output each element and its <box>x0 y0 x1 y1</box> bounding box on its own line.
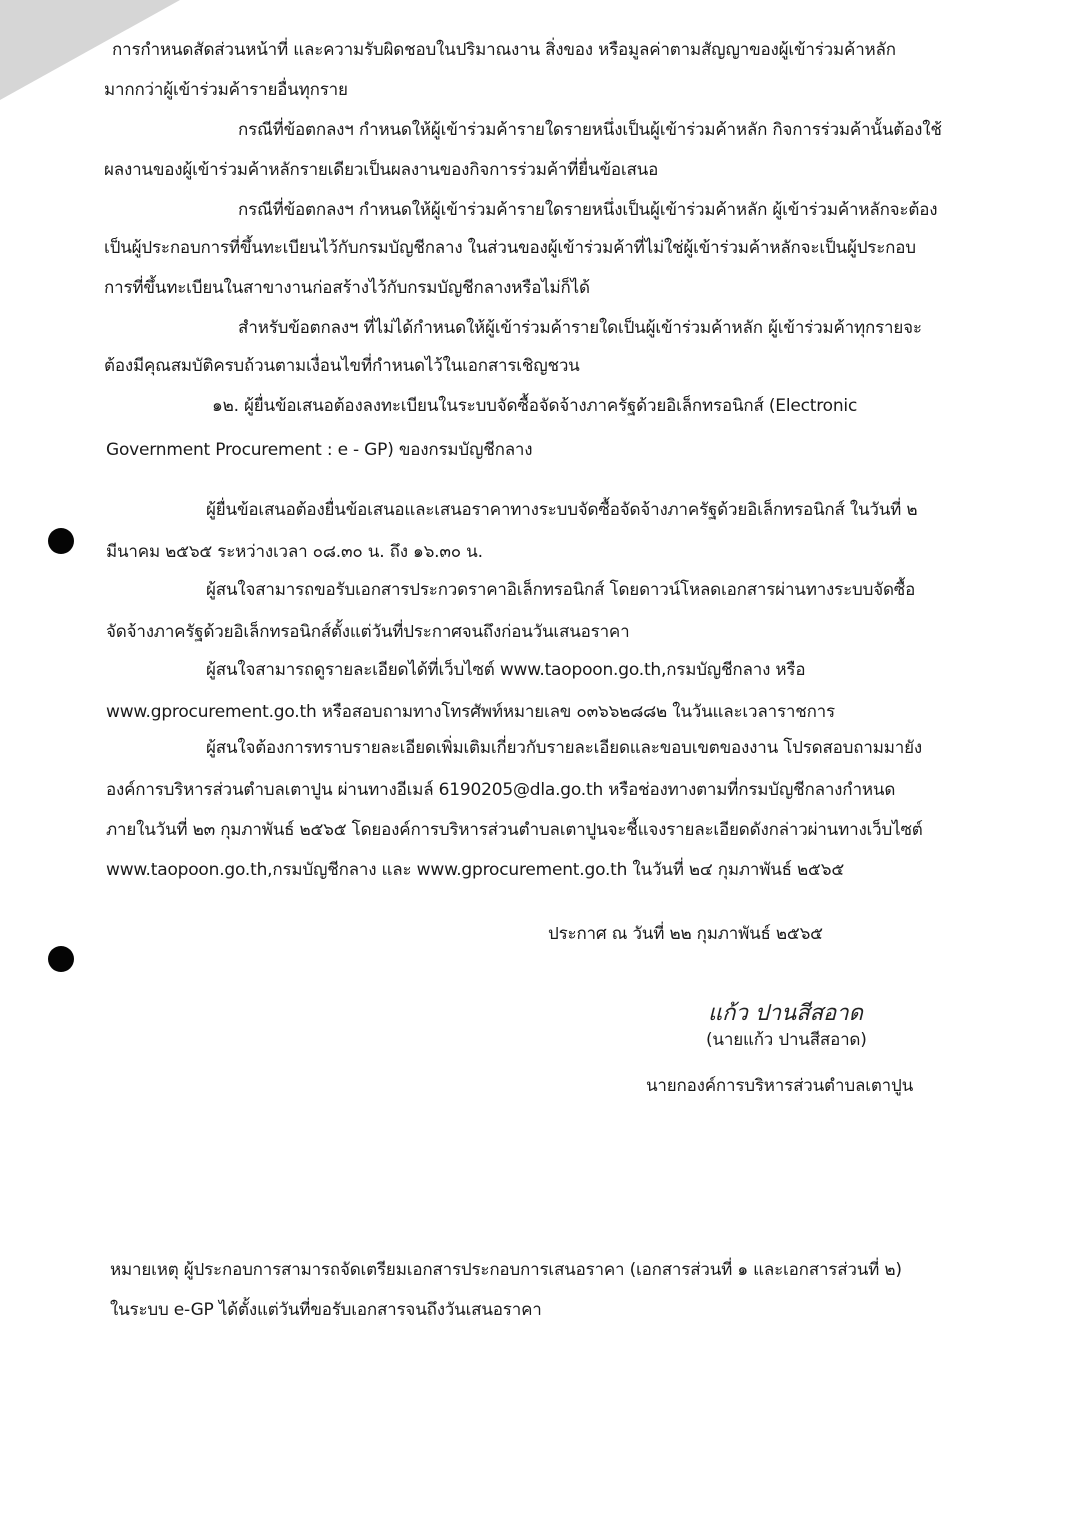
paragraph-line: ผู้สนใจสามารถดูรายละเอียดได้ที่เว็บไซต์ www.taopoon.go.th,กรมบัญชีกลาง หรือ <box>206 660 806 680</box>
paragraph-line: ภายในวันที่ ๒๓ กุมภาพันธ์ ๒๕๖๕ โดยองค์การบริหารส่วนตำบลเตาปูนจะชี้แจงรายละเอียดดังกล่าวผ่านทางเว็บไซต์ <box>106 820 923 840</box>
paragraph-line: การที่ขึ้นทะเบียนในสาขางานก่อสร้างไว้กับกรมบัญชีกลางหรือไม่ก็ได้ <box>104 278 590 298</box>
paragraph-line: กรณีที่ข้อตกลงฯ กำหนดให้ผู้เข้าร่วมค้ารายใดรายหนึ่งเป็นผู้เข้าร่วมค้าหลัก กิจการร่วมค้านั้นต้องใช้ <box>238 120 942 140</box>
paragraph-line: www.taopoon.go.th,กรมบัญชีกลาง และ www.gprocurement.go.th ในวันที่ ๒๔ กุมภาพันธ์ ๒๕๖๕ <box>106 860 844 880</box>
paragraph-line: เป็นผู้ประกอบการที่ขึ้นทะเบียนไว้กับกรมบัญชีกลาง ในส่วนของผู้เข้าร่วมค้าที่ไม่ใช่ผู้เข้าร่วมค้าหลักจะเป็นผู้ประกอบ <box>104 238 916 258</box>
punch-hole-top <box>48 528 74 554</box>
paragraph-line: จัดจ้างภาครัฐด้วยอิเล็กทรอนิกส์ตั้งแต่วันที่ประกาศจนถึงก่อนวันเสนอราคา <box>106 622 630 642</box>
punch-hole-bottom <box>48 946 74 972</box>
paragraph-line: การกำหนดสัดส่วนหน้าที่ และความรับผิดชอบในปริมาณงาน สิ่งของ หรือมูลค่าตามสัญญาของผู้เข้าร่วมค้าหลัก <box>112 40 896 60</box>
paragraph-line: สำหรับข้อตกลงฯ ที่ไม่ได้กำหนดให้ผู้เข้าร่วมค้ารายใดเป็นผู้เข้าร่วมค้าหลัก ผู้เข้าร่วมค้าทุกรายจะ <box>238 318 922 338</box>
handwritten-signature <box>708 992 898 1032</box>
paragraph-line: กรณีที่ข้อตกลงฯ กำหนดให้ผู้เข้าร่วมค้ารายใดรายหนึ่งเป็นผู้เข้าร่วมค้าหลัก ผู้เข้าร่วมค้าหลักจะต้อง <box>238 200 938 220</box>
signature-text: แก้ว ปานสีสอาด <box>708 1001 863 1026</box>
paragraph-line: ผู้ยื่นข้อเสนอต้องยื่นข้อเสนอและเสนอราคาทางระบบจัดซื้อจัดจ้างภาครัฐด้วยอิเล็กทรอนิกส์ ในวันที่ ๒ <box>206 500 918 520</box>
note-line: หมายเหตุ ผู้ประกอบการสามารถจัดเตรียมเอกสารประกอบการเสนอราคา (เอกสารส่วนที่ ๑ และเอกสารส่วนที่ ๒) <box>110 1260 902 1280</box>
paragraph-line: ผู้สนใจต้องการทราบรายละเอียดเพิ่มเติมเกี่ยวกับรายละเอียดและขอบเขตของงาน โปรดสอบถามมายัง <box>206 738 922 758</box>
paragraph-line: องค์การบริหารส่วนตำบลเตาปูน ผ่านทางอีเมล์ 6190205@dla.go.th หรือช่องทางตามที่กรมบัญชีกลางกำหนด <box>106 780 896 800</box>
paragraph-line: ผู้สนใจสามารถขอรับเอกสารประกวดราคาอิเล็กทรอนิกส์ โดยดาวน์โหลดเอกสารผ่านทางระบบจัดซื้อ <box>206 580 916 600</box>
announcement-date: ประกาศ ณ วันที่ ๒๒ กุมภาพันธ์ ๒๕๖๕ <box>548 924 823 944</box>
paragraph-line: มากกว่าผู้เข้าร่วมค้ารายอื่นทุกราย <box>104 80 348 100</box>
paragraph-line: www.gprocurement.go.th หรือสอบถามทางโทรศัพท์หมายเลข ๐๓๖๖๒๘๘๒ ในวันและเวลาราชการ <box>106 702 835 722</box>
paragraph-line: Government Procurement : e - GP) ของกรมบัญชีกลาง <box>106 440 533 460</box>
paragraph-line: ผลงานของผู้เข้าร่วมค้าหลักรายเดียวเป็นผลงานของกิจการร่วมค้าที่ยื่นข้อเสนอ <box>104 160 659 180</box>
note-line: ในระบบ e-GP ได้ตั้งแต่วันที่ขอรับเอกสารจนถึงวันเสนอราคา <box>110 1300 542 1320</box>
paragraph-line: ๑๒. ผู้ยื่นข้อเสนอต้องลงทะเบียนในระบบจัดซื้อจัดจ้างภาครัฐด้วยอิเล็กทรอนิกส์ (Electronic <box>212 396 858 416</box>
signer-position: นายกองค์การบริหารส่วนตำบลเตาปูน <box>646 1076 914 1096</box>
paragraph-line: มีนาคม ๒๕๖๕ ระหว่างเวลา ๐๘.๓๐ น. ถึง ๑๖.๓๐ น. <box>106 542 483 562</box>
signer-name: (นายแก้ว ปานสีสอาด) <box>706 1030 867 1050</box>
paragraph-line: ต้องมีคุณสมบัติครบถ้วนตามเงื่อนไขที่กำหนดไว้ในเอกสารเชิญชวน <box>104 356 580 376</box>
